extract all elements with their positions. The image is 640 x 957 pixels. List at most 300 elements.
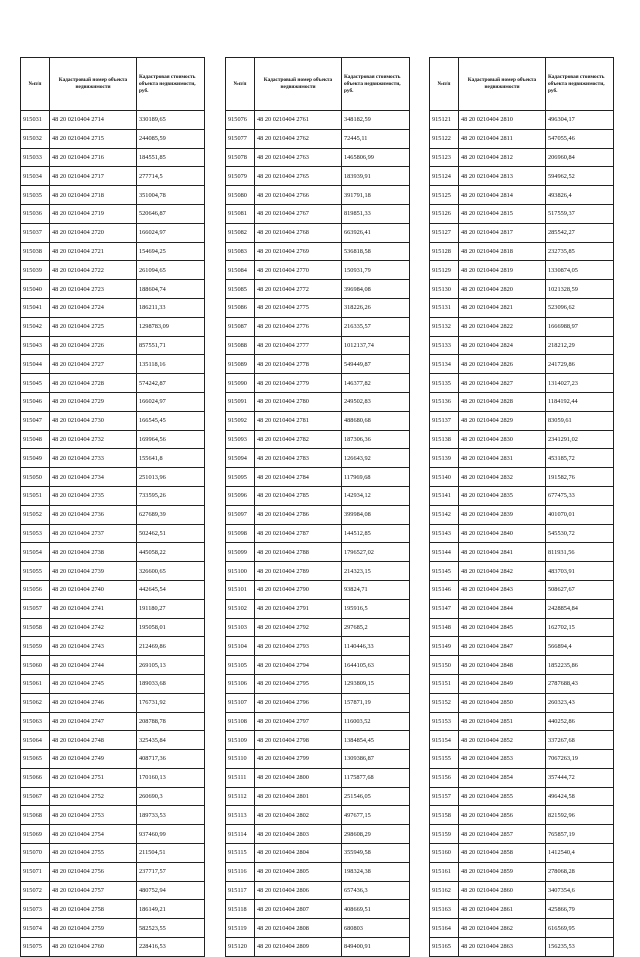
table-row	[21, 562, 205, 581]
cadastral-number: 48 20 0210404 2790	[255, 580, 342, 599]
row-number: 915135	[430, 374, 459, 393]
cadastral-value: 249502,83	[342, 392, 410, 411]
row-number: 915142	[430, 505, 459, 524]
cadastral-number: 48 20 0210404 2858	[459, 844, 546, 863]
row-number: 915072	[21, 881, 50, 900]
cadastral-value: 1184192,44	[546, 392, 614, 411]
row-number: 915101	[226, 580, 255, 599]
table-row	[226, 562, 410, 581]
table-row	[430, 938, 614, 957]
table-row	[226, 674, 410, 693]
row-number: 915083	[226, 242, 255, 261]
table-row	[226, 129, 410, 148]
cadastral-value: 1293809,15	[342, 674, 410, 693]
cadastral-value: 278068,28	[546, 862, 614, 881]
cadastral-number: 48 20 0210404 2789	[255, 562, 342, 581]
table-row	[226, 524, 410, 543]
cadastral-number: 48 20 0210404 2746	[50, 693, 137, 712]
table-row	[430, 825, 614, 844]
row-number: 915096	[226, 486, 255, 505]
table-row	[226, 768, 410, 787]
cadastral-value: 396984,08	[342, 280, 410, 299]
cadastral-number: 48 20 0210404 2847	[459, 637, 546, 656]
table-row	[430, 844, 614, 863]
cadastral-value: 169964,56	[137, 430, 205, 449]
cadastral-number: 48 20 0210404 2737	[50, 524, 137, 543]
cadastral-number: 48 20 0210404 2804	[255, 844, 342, 863]
table-row	[430, 674, 614, 693]
cadastral-number: 48 20 0210404 2748	[50, 731, 137, 750]
table-row	[226, 430, 410, 449]
row-number: 915099	[226, 543, 255, 562]
cadastral-value: 493826,4	[546, 186, 614, 205]
table-row	[21, 411, 205, 430]
table-row	[430, 919, 614, 938]
cadastral-number: 48 20 0210404 2715	[50, 129, 137, 148]
row-number: 915043	[21, 336, 50, 355]
cadastral-number: 48 20 0210404 2800	[255, 768, 342, 787]
table-row	[430, 524, 614, 543]
row-number: 915048	[21, 430, 50, 449]
cadastral-number: 48 20 0210404 2815	[459, 204, 546, 223]
table-row	[21, 919, 205, 938]
cadastral-value: 187306,36	[342, 430, 410, 449]
cadastral-number: 48 20 0210404 2813	[459, 167, 546, 186]
cadastral-number: 48 20 0210404 2763	[255, 148, 342, 167]
cadastral-number: 48 20 0210404 2856	[459, 806, 546, 825]
table-header-row	[430, 58, 614, 111]
cadastral-number: 48 20 0210404 2775	[255, 298, 342, 317]
row-number: 915127	[430, 223, 459, 242]
row-number: 915074	[21, 919, 50, 938]
row-number: 915102	[226, 599, 255, 618]
table-row	[21, 900, 205, 919]
row-number: 915093	[226, 430, 255, 449]
cadastral-number: 48 20 0210404 2751	[50, 768, 137, 787]
cadastral-number: 48 20 0210404 2793	[255, 637, 342, 656]
cadastral-value: 198324,38	[342, 862, 410, 881]
table-row	[430, 543, 614, 562]
row-number: 915049	[21, 449, 50, 468]
cadastral-number: 48 20 0210404 2719	[50, 204, 137, 223]
row-number: 915031	[21, 111, 50, 130]
cadastral-number: 48 20 0210404 2766	[255, 186, 342, 205]
cadastral-number: 48 20 0210404 2783	[255, 449, 342, 468]
cadastral-number: 48 20 0210404 2722	[50, 261, 137, 280]
table-row	[226, 862, 410, 881]
cadastral-number: 48 20 0210404 2851	[459, 712, 546, 731]
row-number: 915113	[226, 806, 255, 825]
row-number: 915132	[430, 317, 459, 336]
table-row	[226, 900, 410, 919]
table-row	[430, 656, 614, 675]
table-row	[226, 656, 410, 675]
cadastral-number: 48 20 0210404 2767	[255, 204, 342, 223]
row-number: 915157	[430, 787, 459, 806]
row-number: 915039	[21, 261, 50, 280]
cadastral-value: 517559,37	[546, 204, 614, 223]
table-header-row	[226, 58, 410, 111]
cadastral-number: 48 20 0210404 2812	[459, 148, 546, 167]
cadastral-value: 547055,46	[546, 129, 614, 148]
cadastral-value: 480752,94	[137, 881, 205, 900]
cadastral-value: 2787688,43	[546, 674, 614, 693]
cadastral-number: 48 20 0210404 2826	[459, 355, 546, 374]
cadastral-value: 453185,72	[546, 449, 614, 468]
table-row	[430, 317, 614, 336]
row-number: 915100	[226, 562, 255, 581]
table-row	[226, 392, 410, 411]
row-number: 915146	[430, 580, 459, 599]
table-row	[21, 204, 205, 223]
cadastral-value: 186211,33	[137, 298, 205, 317]
cadastral-number: 48 20 0210404 2848	[459, 656, 546, 675]
cadastral-number: 48 20 0210404 2835	[459, 486, 546, 505]
cadastral-number: 48 20 0210404 2819	[459, 261, 546, 280]
row-number: 915156	[430, 768, 459, 787]
table-row	[430, 186, 614, 205]
cadastral-value: 348182,59	[342, 111, 410, 130]
cadastral-value: 408717,36	[137, 750, 205, 769]
cadastral-number: 48 20 0210404 2817	[459, 223, 546, 242]
cadastral-value: 318226,26	[342, 298, 410, 317]
cadastral-value: 351004,78	[137, 186, 205, 205]
cadastral-number: 48 20 0210404 2734	[50, 468, 137, 487]
cadastral-value: 1298783,09	[137, 317, 205, 336]
table-row	[430, 223, 614, 242]
header-cadastral-value: Кадастровая стоимость объекта недвижимости, руб.	[342, 58, 410, 111]
cadastral-value: 1384854,45	[342, 731, 410, 750]
row-number: 915059	[21, 637, 50, 656]
cadastral-value: 1140446,33	[342, 637, 410, 656]
cadastral-value: 497677,15	[342, 806, 410, 825]
cadastral-value: 195058,01	[137, 618, 205, 637]
header-cadastral-value: Кадастровая стоимость объекта недвижимости, руб.	[546, 58, 614, 111]
row-number: 915152	[430, 693, 459, 712]
cadastral-value: 1644105,63	[342, 656, 410, 675]
row-number: 915122	[430, 129, 459, 148]
cadastral-number: 48 20 0210404 2845	[459, 618, 546, 637]
row-number: 915078	[226, 148, 255, 167]
table-row	[21, 881, 205, 900]
table-row	[226, 411, 410, 430]
cadastral-number: 48 20 0210404 2724	[50, 298, 137, 317]
table-row	[226, 825, 410, 844]
row-number: 915109	[226, 731, 255, 750]
cadastral-number: 48 20 0210404 2759	[50, 919, 137, 938]
table-row	[430, 129, 614, 148]
cadastral-value: 627689,39	[137, 505, 205, 524]
cadastral-table-2	[225, 57, 410, 957]
cadastral-value: 549449,87	[342, 355, 410, 374]
cadastral-value: 488680,68	[342, 411, 410, 430]
row-number: 915061	[21, 674, 50, 693]
row-number: 915042	[21, 317, 50, 336]
row-number: 915067	[21, 787, 50, 806]
row-number: 915123	[430, 148, 459, 167]
cadastral-value: 520646,87	[137, 204, 205, 223]
cadastral-number: 48 20 0210404 2860	[459, 881, 546, 900]
cadastral-number: 48 20 0210404 2732	[50, 430, 137, 449]
cadastral-value: 355949,58	[342, 844, 410, 863]
table-row	[430, 411, 614, 430]
table-row	[430, 562, 614, 581]
cadastral-number: 48 20 0210404 2716	[50, 148, 137, 167]
cadastral-number: 48 20 0210404 2830	[459, 430, 546, 449]
cadastral-value: 483703,91	[546, 562, 614, 581]
cadastral-number: 48 20 0210404 2723	[50, 280, 137, 299]
cadastral-number: 48 20 0210404 2762	[255, 129, 342, 148]
table-row	[21, 787, 205, 806]
cadastral-value: 126643,92	[342, 449, 410, 468]
table-row	[21, 505, 205, 524]
cadastral-value: 566894,4	[546, 637, 614, 656]
table-row	[430, 787, 614, 806]
cadastral-value: 191180,27	[137, 599, 205, 618]
cadastral-value: 285542,27	[546, 223, 614, 242]
cadastral-number: 48 20 0210404 2863	[459, 938, 546, 957]
table-row	[226, 712, 410, 731]
cadastral-number: 48 20 0210404 2784	[255, 468, 342, 487]
row-number: 915040	[21, 280, 50, 299]
table-row	[226, 599, 410, 618]
cadastral-value: 142934,12	[342, 486, 410, 505]
cadastral-value: 269105,13	[137, 656, 205, 675]
row-number: 915130	[430, 280, 459, 299]
cadastral-value: 937460,99	[137, 825, 205, 844]
cadastral-number: 48 20 0210404 2725	[50, 317, 137, 336]
row-number: 915033	[21, 148, 50, 167]
table-row	[226, 637, 410, 656]
cadastral-number: 48 20 0210404 2717	[50, 167, 137, 186]
cadastral-number: 48 20 0210404 2803	[255, 825, 342, 844]
cadastral-value: 170160,13	[137, 768, 205, 787]
header-num: №п/п	[226, 58, 255, 111]
cadastral-number: 48 20 0210404 2831	[459, 449, 546, 468]
cadastral-number: 48 20 0210404 2808	[255, 919, 342, 938]
cadastral-number: 48 20 0210404 2859	[459, 862, 546, 881]
cadastral-number: 48 20 0210404 2810	[459, 111, 546, 130]
cadastral-value: 228416,53	[137, 938, 205, 957]
table-row	[21, 223, 205, 242]
cadastral-number: 48 20 0210404 2796	[255, 693, 342, 712]
cadastral-value: 166545,45	[137, 411, 205, 430]
row-number: 915080	[226, 186, 255, 205]
cadastral-number: 48 20 0210404 2752	[50, 787, 137, 806]
cadastral-number: 48 20 0210404 2840	[459, 524, 546, 543]
table-row	[430, 242, 614, 261]
cadastral-number: 48 20 0210404 2743	[50, 637, 137, 656]
cadastral-number: 48 20 0210404 2718	[50, 186, 137, 205]
row-number: 915062	[21, 693, 50, 712]
cadastral-value: 440252,86	[546, 712, 614, 731]
cadastral-value: 251546,05	[342, 787, 410, 806]
cadastral-number: 48 20 0210404 2827	[459, 374, 546, 393]
row-number: 915064	[21, 731, 50, 750]
table-row	[430, 468, 614, 487]
row-number: 915160	[430, 844, 459, 863]
table-row	[430, 768, 614, 787]
cadastral-number: 48 20 0210404 2820	[459, 280, 546, 299]
row-number: 915057	[21, 599, 50, 618]
row-number: 915073	[21, 900, 50, 919]
cadastral-number: 48 20 0210404 2765	[255, 167, 342, 186]
cadastral-number: 48 20 0210404 2798	[255, 731, 342, 750]
cadastral-number: 48 20 0210404 2792	[255, 618, 342, 637]
cadastral-value: 277714,5	[137, 167, 205, 186]
cadastral-number: 48 20 0210404 2770	[255, 261, 342, 280]
row-number: 915038	[21, 242, 50, 261]
row-number: 915032	[21, 129, 50, 148]
table-row	[21, 712, 205, 731]
cadastral-value: 208788,78	[137, 712, 205, 731]
cadastral-number: 48 20 0210404 2749	[50, 750, 137, 769]
table-row	[21, 862, 205, 881]
cadastral-value: 677475,33	[546, 486, 614, 505]
cadastral-value: 1330874,05	[546, 261, 614, 280]
row-number: 915105	[226, 656, 255, 675]
row-number: 915134	[430, 355, 459, 374]
row-number: 915098	[226, 524, 255, 543]
table-row	[430, 862, 614, 881]
row-number: 915153	[430, 712, 459, 731]
cadastral-value: 399984,08	[342, 505, 410, 524]
cadastral-number: 48 20 0210404 2852	[459, 731, 546, 750]
cadastral-number: 48 20 0210404 2788	[255, 543, 342, 562]
cadastral-value: 135118,16	[137, 355, 205, 374]
table-row	[21, 336, 205, 355]
cadastral-value: 261094,65	[137, 261, 205, 280]
table-row	[226, 580, 410, 599]
table-row	[226, 468, 410, 487]
cadastral-number: 48 20 0210404 2726	[50, 336, 137, 355]
cadastral-value: 582523,55	[137, 919, 205, 938]
cadastral-value: 445058,22	[137, 543, 205, 562]
header-num: №п/п	[430, 58, 459, 111]
cadastral-number: 48 20 0210404 2769	[255, 242, 342, 261]
cadastral-value: 146377,82	[342, 374, 410, 393]
cadastral-value: 212469,86	[137, 637, 205, 656]
cadastral-value: 663926,41	[342, 223, 410, 242]
table-row	[430, 486, 614, 505]
cadastral-value: 116003,52	[342, 712, 410, 731]
row-number: 915137	[430, 411, 459, 430]
row-number: 915125	[430, 186, 459, 205]
row-number: 915071	[21, 862, 50, 881]
table-row	[226, 280, 410, 299]
row-number: 915154	[430, 731, 459, 750]
table-row	[226, 148, 410, 167]
cadastral-number: 48 20 0210404 2839	[459, 505, 546, 524]
row-number: 915121	[430, 111, 459, 130]
cadastral-number: 48 20 0210404 2806	[255, 881, 342, 900]
table-row	[226, 242, 410, 261]
table-row	[226, 618, 410, 637]
cadastral-number: 48 20 0210404 2811	[459, 129, 546, 148]
table-row	[430, 806, 614, 825]
cadastral-number: 48 20 0210404 2727	[50, 355, 137, 374]
cadastral-number: 48 20 0210404 2809	[255, 938, 342, 957]
cadastral-value: 496424,58	[546, 787, 614, 806]
cadastral-value: 3407354,6	[546, 881, 614, 900]
row-number: 915060	[21, 656, 50, 675]
table-row	[21, 430, 205, 449]
table-row	[430, 148, 614, 167]
row-number: 915069	[21, 825, 50, 844]
row-number: 915150	[430, 656, 459, 675]
row-number: 915128	[430, 242, 459, 261]
table-row	[21, 693, 205, 712]
cadastral-value: 2428854,84	[546, 599, 614, 618]
cadastral-number: 48 20 0210404 2795	[255, 674, 342, 693]
cadastral-value: 657436,3	[342, 881, 410, 900]
cadastral-number: 48 20 0210404 2853	[459, 750, 546, 769]
row-number: 915139	[430, 449, 459, 468]
cadastral-value: 162702,15	[546, 618, 614, 637]
cadastral-value: 93824,71	[342, 580, 410, 599]
cadastral-value: 237717,57	[137, 862, 205, 881]
cadastral-number: 48 20 0210404 2729	[50, 392, 137, 411]
cadastral-value: 1021328,59	[546, 280, 614, 299]
cadastral-number: 48 20 0210404 2728	[50, 374, 137, 393]
row-number: 915120	[226, 938, 255, 957]
table-row	[226, 336, 410, 355]
cadastral-number: 48 20 0210404 2758	[50, 900, 137, 919]
cadastral-number: 48 20 0210404 2785	[255, 486, 342, 505]
cadastral-value: 1314027,23	[546, 374, 614, 393]
cadastral-value: 166024,97	[137, 392, 205, 411]
table-row	[21, 750, 205, 769]
cadastral-number: 48 20 0210404 2753	[50, 806, 137, 825]
row-number: 915119	[226, 919, 255, 938]
cadastral-number: 48 20 0210404 2821	[459, 298, 546, 317]
cadastral-table-1	[20, 57, 205, 957]
table-row	[226, 750, 410, 769]
cadastral-value: 574242,87	[137, 374, 205, 393]
table-row	[226, 731, 410, 750]
row-number: 915104	[226, 637, 255, 656]
cadastral-number: 48 20 0210404 2805	[255, 862, 342, 881]
row-number: 915063	[21, 712, 50, 731]
table-row	[21, 543, 205, 562]
cadastral-number: 48 20 0210404 2761	[255, 111, 342, 130]
row-number: 915044	[21, 355, 50, 374]
table-row	[21, 167, 205, 186]
row-number: 915088	[226, 336, 255, 355]
cadastral-number: 48 20 0210404 2714	[50, 111, 137, 130]
cadastral-number: 48 20 0210404 2828	[459, 392, 546, 411]
cadastral-value: 157871,19	[342, 693, 410, 712]
cadastral-number: 48 20 0210404 2780	[255, 392, 342, 411]
row-number: 915095	[226, 468, 255, 487]
row-number: 915086	[226, 298, 255, 317]
cadastral-value: 508627,67	[546, 580, 614, 599]
table-row	[430, 712, 614, 731]
row-number: 915131	[430, 298, 459, 317]
table-row	[430, 900, 614, 919]
table-row	[21, 468, 205, 487]
row-number: 915047	[21, 411, 50, 430]
cadastral-value: 206960,84	[546, 148, 614, 167]
cadastral-number: 48 20 0210404 2791	[255, 599, 342, 618]
cadastral-value: 251013,96	[137, 468, 205, 487]
table-row	[226, 167, 410, 186]
table-row	[21, 280, 205, 299]
cadastral-value: 191582,76	[546, 468, 614, 487]
table-row	[21, 129, 205, 148]
cadastral-value: 1852235,86	[546, 656, 614, 675]
cadastral-value: 391791,18	[342, 186, 410, 205]
